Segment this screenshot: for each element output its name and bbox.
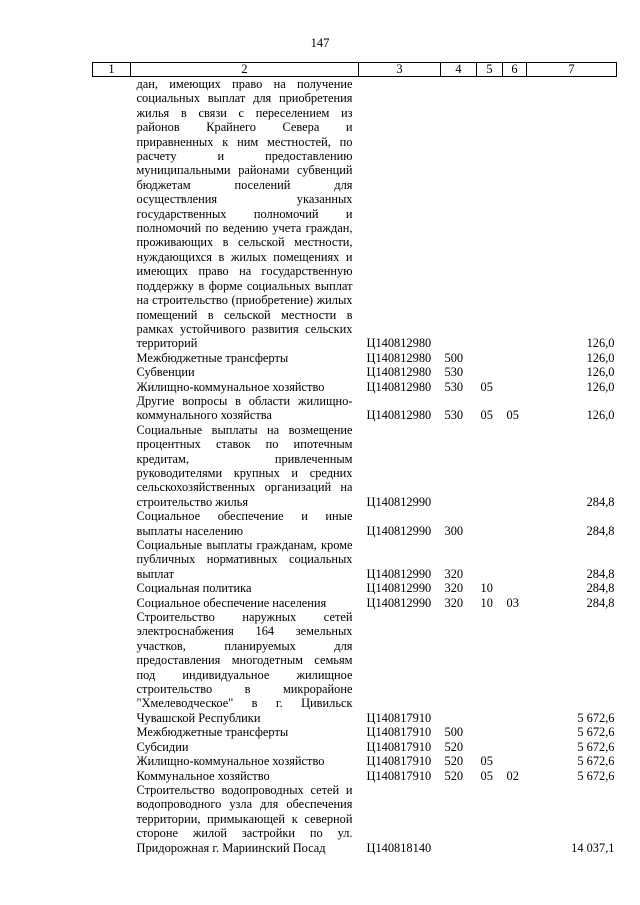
row-sum-cell: 284,8	[586, 494, 615, 509]
table-row	[93, 740, 617, 754]
table-row	[93, 783, 617, 855]
column-header-7: 7	[527, 63, 617, 77]
row-name-cell: дан, имеющих право на получение социальных выплат для приобретения жилья в связи с переселением из районов Крайнего Севера и приравненных к ним местностей, по расчету и предоставлению муниципальными районами субвенций бюджетам поселений для осуществления указанных государственных полномочий и полномочий по ведению учета граждан, проживающих в сельской местности, нуждающихся в жилых помещениях и имеющих право на государственную поддержку в форме социальных выплат на строительство (приобретение) жилых помещений в сельской местности в рамках устойчивого развития сельских территорий	[136, 77, 353, 351]
row-name-cell: Социальные выплаты гражданам, кроме публичных нормативных социальных выплат	[136, 538, 353, 581]
row-vr-cell: 320	[444, 581, 464, 596]
row-sum-cell: 126,0	[586, 379, 615, 394]
row-name-cell: Строительство наружных сетей электроснабжения 164 земельных участков, планируемых для предоставления многодетным семьям под индивидуальное жилищное строительство в микрорайоне "Хмелеводческое" в г. Цивильск Чувашской Республики	[136, 610, 353, 725]
row-vr-cell: 530	[444, 379, 464, 394]
row-rz-cell	[477, 509, 503, 538]
table-body	[93, 77, 617, 855]
column-header-2: 2	[131, 63, 359, 77]
row-code-cell: Ц140812980	[366, 408, 432, 423]
row-pr-cell	[503, 365, 527, 379]
row-sum-cell: 284,8	[586, 523, 615, 538]
table-row	[93, 423, 617, 509]
row-pr-cell	[503, 77, 527, 351]
row-sum-cell: 284,8	[586, 595, 615, 610]
row-rz-cell	[477, 725, 503, 739]
row-name-cell: Социальная политика	[136, 581, 252, 596]
table-row	[93, 509, 617, 538]
budget-table	[92, 62, 617, 855]
row-rz-cell	[477, 610, 503, 725]
row-number-cell	[93, 365, 131, 379]
row-sum-cell: 126,0	[586, 408, 615, 423]
row-vr-cell: 300	[444, 523, 464, 538]
row-number-cell	[93, 351, 131, 365]
row-pr-cell	[503, 351, 527, 365]
row-code-cell: Ц140812980	[366, 365, 432, 380]
row-code-cell: Ц140817910	[366, 739, 432, 754]
table-row	[93, 754, 617, 768]
row-rz-cell: 05	[480, 408, 493, 423]
row-pr-cell	[503, 754, 527, 768]
row-number-cell	[93, 581, 131, 595]
column-header-1: 1	[93, 63, 131, 77]
row-code-cell: Ц140818140	[366, 840, 432, 855]
row-number-cell	[93, 754, 131, 768]
row-number-cell	[93, 740, 131, 754]
row-name-cell: Жилищно-коммунальное хозяйство	[136, 754, 325, 769]
row-sum-cell: 5 672,6	[577, 725, 615, 740]
row-pr-cell	[503, 380, 527, 394]
row-name-cell: Другие вопросы в области жилищно-коммунального хозяйства	[136, 393, 353, 423]
row-rz-cell	[477, 740, 503, 754]
row-rz-cell: 05	[480, 754, 493, 769]
row-number-cell	[93, 769, 131, 783]
row-sum-cell: 126,0	[586, 350, 615, 365]
row-rz-cell: 05	[480, 768, 493, 783]
row-name-cell: Социальное обеспечение населения	[136, 595, 327, 610]
row-vr-cell: 320	[444, 566, 464, 581]
row-name-cell: Коммунальное хозяйство	[136, 768, 270, 783]
row-sum-cell: 5 672,6	[577, 710, 615, 725]
row-name-cell: Межбюджетные трансферты	[136, 725, 289, 740]
row-name-cell: Жилищно-коммунальное хозяйство	[136, 379, 325, 394]
page-number: 147	[310, 36, 330, 50]
row-number-cell	[93, 783, 131, 855]
row-pr-cell	[503, 538, 527, 581]
row-sum-cell: 14 037,1	[571, 840, 615, 855]
row-code-cell: Ц140812990	[366, 523, 432, 538]
row-name-cell: Субсидии	[136, 739, 189, 754]
header-row	[93, 63, 617, 77]
row-pr-cell	[503, 610, 527, 725]
row-vr-cell: 530	[444, 408, 464, 423]
table-row	[93, 365, 617, 379]
row-rz-cell	[477, 783, 503, 855]
row-code-cell: Ц140817910	[366, 754, 432, 769]
table-row	[93, 394, 617, 423]
row-code-cell: Ц140812980	[366, 336, 432, 351]
row-code-cell: Ц140812990	[366, 566, 432, 581]
row-vr-cell	[441, 423, 477, 509]
row-rz-cell	[477, 77, 503, 351]
row-pr-cell: 03	[506, 595, 519, 610]
row-number-cell	[93, 380, 131, 394]
row-sum-cell: 5 672,6	[577, 768, 615, 783]
row-code-cell: Ц140812990	[366, 595, 432, 610]
row-number-cell	[93, 610, 131, 725]
table-row	[93, 769, 617, 783]
row-code-cell: Ц140812980	[366, 350, 432, 365]
table-row	[93, 77, 617, 351]
row-vr-cell	[441, 77, 477, 351]
table-row	[93, 380, 617, 394]
row-pr-cell: 05	[506, 408, 519, 423]
row-name-cell: Социальные выплаты на возмещение процентных ставок по ипотечным кредитам, привлеченным руководителями крупных и средних сельскохозяйственных организаций на строительство жилья	[136, 422, 353, 509]
table-row	[93, 538, 617, 581]
row-code-cell: Ц140817910	[366, 768, 432, 783]
row-vr-cell: 520	[444, 754, 464, 769]
row-name-cell: Субвенции	[136, 365, 195, 380]
row-rz-cell	[477, 365, 503, 379]
row-vr-cell: 500	[444, 350, 464, 365]
row-rz-cell: 10	[480, 595, 493, 610]
row-name-cell: Строительство водопроводных сетей и водопроводного узла для обеспечения территории, примыкающей к северной стороне жилой застройки по ул. Придорожная г. Мариинский Посад	[136, 782, 353, 855]
row-sum-cell: 5 672,6	[577, 754, 615, 769]
row-pr-cell	[503, 783, 527, 855]
row-vr-cell: 530	[444, 365, 464, 380]
row-sum-cell: 284,8	[586, 566, 615, 581]
row-pr-cell	[503, 725, 527, 739]
row-code-cell: Ц140812990	[366, 581, 432, 596]
row-pr-cell	[503, 581, 527, 595]
row-number-cell	[93, 423, 131, 509]
row-pr-cell: 02	[506, 768, 519, 783]
row-vr-cell	[441, 783, 477, 855]
table-header	[93, 63, 617, 77]
table-row	[93, 351, 617, 365]
row-sum-cell: 284,8	[586, 581, 615, 596]
row-name-cell: Межбюджетные трансферты	[136, 350, 289, 365]
column-header-4: 4	[441, 63, 477, 77]
row-rz-cell	[477, 538, 503, 581]
row-number-cell	[93, 394, 131, 423]
row-number-cell	[93, 596, 131, 610]
row-vr-cell: 320	[444, 595, 464, 610]
row-rz-cell	[477, 351, 503, 365]
table-row	[93, 725, 617, 739]
row-rz-cell: 10	[480, 581, 493, 596]
row-number-cell	[93, 538, 131, 581]
row-number-cell	[93, 509, 131, 538]
column-header-6: 6	[503, 63, 527, 77]
row-code-cell: Ц140812980	[366, 379, 432, 394]
row-sum-cell: 5 672,6	[577, 739, 615, 754]
row-name-cell: Социальное обеспечение и иные выплаты населению	[136, 509, 353, 538]
row-code-cell: Ц140817910	[366, 710, 432, 725]
row-pr-cell	[503, 509, 527, 538]
row-vr-cell	[441, 610, 477, 725]
row-pr-cell	[503, 423, 527, 509]
row-rz-cell: 05	[480, 379, 493, 394]
table-row	[93, 596, 617, 610]
row-sum-cell: 126,0	[586, 365, 615, 380]
row-rz-cell	[477, 423, 503, 509]
column-header-3: 3	[359, 63, 441, 77]
row-vr-cell: 520	[444, 768, 464, 783]
row-sum-cell: 126,0	[586, 336, 615, 351]
table-row	[93, 610, 617, 725]
row-pr-cell	[503, 740, 527, 754]
table-row	[93, 581, 617, 595]
column-header-5: 5	[477, 63, 503, 77]
row-code-cell: Ц140817910	[366, 725, 432, 740]
row-number-cell	[93, 725, 131, 739]
row-vr-cell: 500	[444, 725, 464, 740]
row-vr-cell: 520	[444, 739, 464, 754]
row-number-cell	[93, 77, 131, 351]
row-code-cell: Ц140812990	[366, 494, 432, 509]
